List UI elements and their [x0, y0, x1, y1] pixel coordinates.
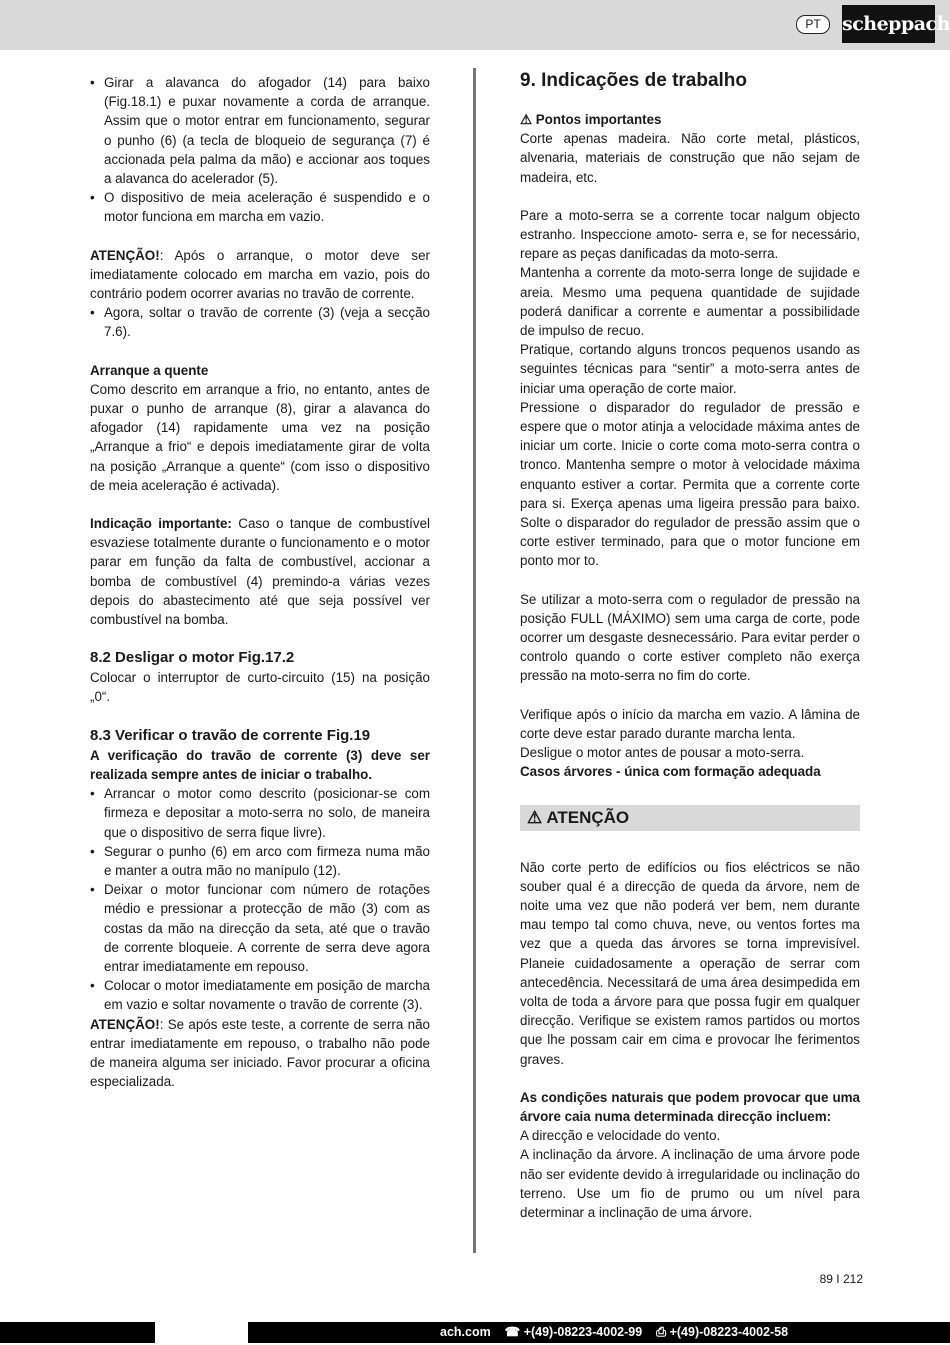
bold-lead: A verificação do travão de corrente (3) deve ser realizada sempre antes de iniciar o trabalho.	[90, 747, 430, 782]
list-item: • Girar a alavanca do afogador (14) para baixo (Fig.18.1) e puxar novamente a corda de arranque. Assim que o motor entrar em funcionamento, segurar o punho (6) (a tecla de bloqueio de segurança (7) é accionada pela palma da mão) e accionar aos toques a alavanca do acelerador (5).	[90, 73, 430, 188]
page-number: 89 I 212	[819, 1272, 863, 1286]
warning-paragraph	[90, 246, 430, 304]
bold-paragraph: Casos árvores - única com formação adequada	[520, 764, 821, 780]
warning-triangle-icon: ⚠	[527, 807, 543, 827]
subheading-text: Pontos importantes	[535, 112, 662, 127]
paragraph: A direcção e velocidade do vento.	[520, 1128, 721, 1144]
section-heading-8-2: 8.2 Desligar o motor Fig.17.2	[90, 649, 295, 667]
warning-banner-text: ATENÇÃO	[546, 807, 630, 827]
footer-white-block	[155, 1322, 248, 1343]
paragraph: Pare a moto-serra se a corrente tocar nalgum objecto estranho. Inspeccione amoto- serra e, se for necessário, repare as peças danificadas da moto-serra.	[520, 207, 860, 262]
right-column	[520, 68, 860, 1222]
subheading-important-points	[520, 110, 860, 129]
phone-icon: ☎	[504, 1325, 521, 1339]
paragraph: A inclinação da árvore. A inclinação de uma árvore pode não ser evidente devido à irregularidade ou inclinação do terreno. Use um fio de prumo ou um nível para determinar a inclinação de uma árvore.	[520, 1147, 860, 1220]
paragraph: Corte apenas madeira. Não corte metal, plásticos, alvenaria, materiais de construção que não sejam de madeira, etc.	[520, 131, 860, 185]
list-item: • Segurar o punho (6) em arco com firmeza numa mão e manter a outra mão no manípulo (12).	[90, 842, 430, 880]
warning-banner	[520, 805, 860, 831]
footer-web: ach.com	[440, 1325, 491, 1339]
footer-bar	[0, 1322, 950, 1343]
note-text: Caso o tanque de combustível esvaziese totalmente durante o funcionamento e o motor parar em função da falta de combustível, accionar a bomba de combustível (4) premindo-a várias vezes depois do abastecimento até que seja possível ver combustível na bomba.	[90, 516, 431, 628]
bold-paragraph: As condições naturais que podem provocar que uma árvore caia numa determinada direcção incluem:	[520, 1089, 860, 1124]
list-item: • Arrancar o motor como descrito (posicionar-se com firmeza e depositar a moto-serra no solo, de maneira que o dispositivo de serra fique livre).	[90, 784, 430, 842]
warning-triangle-icon: ⚠	[520, 112, 533, 127]
warning-text: : Se após este teste, a corrente de serra não entrar imediatamente em repouso, o trabalho não pode de maneira alguma ser iniciado. Favor procurar a oficina especializada.	[90, 1016, 430, 1090]
list-item: • O dispositivo de meia aceleração é suspendido e o motor funciona em marcha em vazio.	[90, 188, 430, 226]
warning-text: : Após o arranque, o motor deve ser imediatamente colocado em marcha em vazio, pois do contrário podem ocorrer avarias no travão de corrente.	[90, 247, 430, 302]
list-item: • Colocar o motor imediatamente em posição de marcha em vazio e soltar novamente o travão de corrente (3).	[90, 976, 430, 1014]
note-paragraph	[90, 514, 430, 629]
note-label: Indicação importante:	[90, 516, 232, 532]
paragraph: Desligue o motor antes de pousar a moto-serra.	[520, 745, 805, 761]
footer-contact	[440, 1322, 788, 1343]
paragraph: Mantenha a corrente da moto-serra longe de sujidade e areia. Mesmo uma pequena quantidade de sujidade poderá danificar a corrente e aumentar a possibilidade de impulso de recuo.	[520, 265, 860, 339]
language-badge: PT	[796, 15, 830, 34]
footer-phone: +(49)-08223-4002-99	[523, 1325, 643, 1339]
list-item: • Agora, soltar o travão de corrente (3) (veja a secção 7.6).	[90, 303, 430, 341]
paragraph: Como descrito em arranque a frio, no entanto, antes de puxar o punho de arranque (8), girar a alavanca do afogador (14) rapidamente uma vez na posição „Arranque a frio“ e depois imediatamente girar de volta na posição „Arranque a quente“ (com isso o dispositivo de meia aceleração é activada).	[90, 381, 430, 493]
column-divider	[473, 68, 476, 1253]
list-item: • Deixar o motor funcionar com número de rotações médio e pressionar a protecção de mão (3) com as costas da mão na direcção da seta, até que o travão de corrente bloqueie. A corrente de serra deve agora entrar imediatamente em repouso.	[90, 880, 430, 976]
subheading-hot-start: Arranque a quente	[90, 362, 209, 378]
section-heading-9: 9. Indicações de trabalho	[520, 70, 748, 91]
paragraph: Verifique após o início da marcha em vazio. A lâmina de corte deve estar parado durante marcha lenta.	[520, 706, 860, 741]
brand-logo: scheppach	[842, 5, 935, 43]
paragraph: Não corte perto de edifícios ou fios eléctricos se não souber qual é a direcção de queda da árvore, nem de noite uma vez que não poderá ver bem, nem durante mau tempo tal como chuva, neve, ou ventos fortes ma vez que a queda das árvores se torna imprevisível. Planeie cuidadosamente a operação de serrar com antecedência. Necessitará de uma área desimpedida em volta de toda a árvore para que possa fugir em qualquer direcção. Verifique se existem ramos partidos ou mortos que lhe possam cair em cima e provocar lhe ferimentos graves.	[520, 859, 860, 1067]
paragraph: Pressione o disparador do regulador de pressão e espere que o motor atinja a velocidade máxima antes de iniciar um corte. Inicie o corte coma moto-serra contra o tronco. Mantenha sempre o motor à velocidade máxima enquanto estiver a cortar. Permita que a corrente corte para si. Exerça apenas uma ligeira pressão para baixo. Solte o disparador do regulador de pressão assim que o corte estiver terminado, para que o motor funcione em ponto mor to.	[520, 399, 860, 569]
warning-label: ATENÇÃO!	[90, 247, 160, 263]
paragraph: Colocar o interruptor de curto-circuito (15) na posição „0“.	[90, 670, 430, 705]
fax-icon: ⎙	[656, 1325, 667, 1339]
warning-paragraph	[90, 1015, 430, 1092]
left-column	[90, 73, 430, 1091]
paragraph: Pratique, cortando alguns troncos pequenos usando as seguintes técnicas para “sentir” a moto-serra antes de iniciar uma operação de corte maior.	[520, 342, 860, 396]
section-heading-8-3: 8.3 Verificar o travão de corrente Fig.19	[90, 726, 371, 744]
paragraph: Se utilizar a moto-serra com o regulador de pressão na posição FULL (MÁXIMO) sem uma carga de corte, pode ocorrer um desgaste desnecessário. Para evitar perder o controlo quando o corte estiver completo não exerça pressão na moto-serra no fim do corte.	[520, 591, 860, 684]
warning-label: ATENÇÃO!	[90, 1016, 160, 1032]
footer-fax: +(49)-08223-4002-58	[669, 1325, 789, 1339]
